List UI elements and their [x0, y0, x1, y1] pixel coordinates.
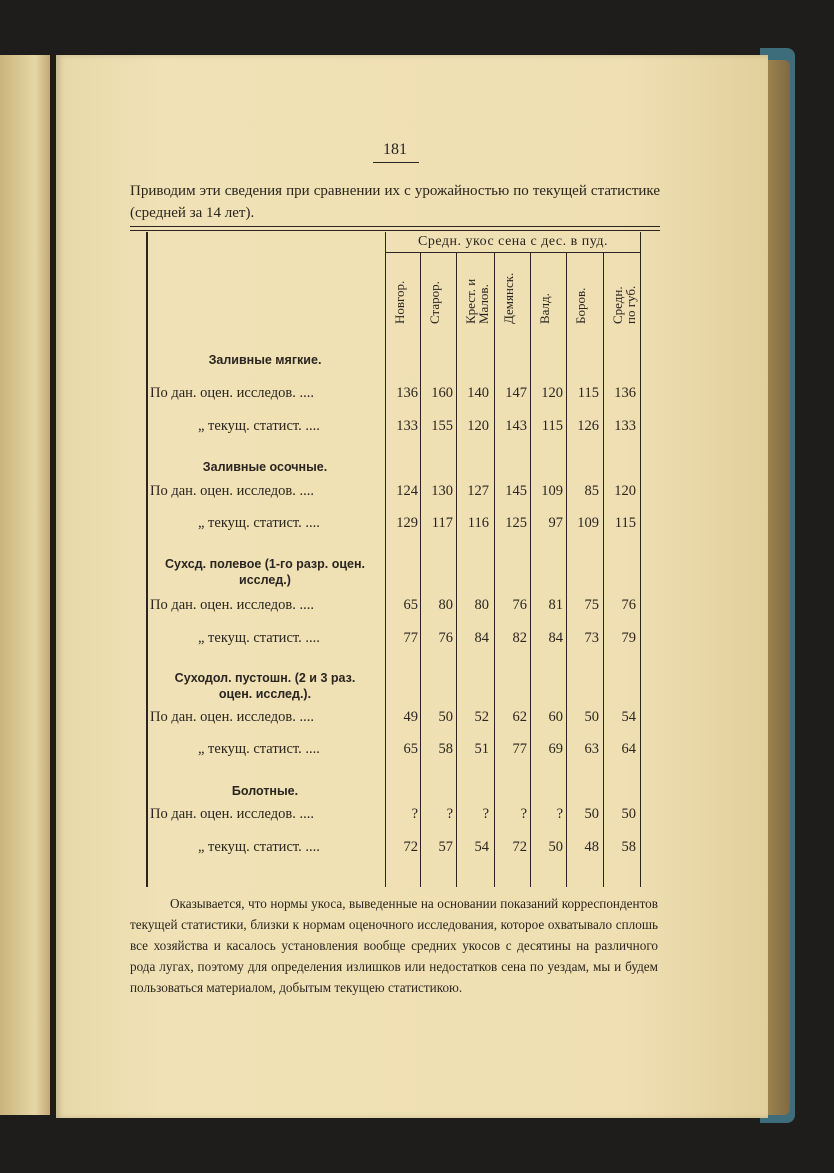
table-cell: 80 — [438, 597, 453, 613]
table-column-rule — [603, 252, 604, 887]
row-label: По дан. оцен. исследов. .... — [150, 385, 314, 401]
table-cell: 50 — [438, 709, 453, 725]
table-column-rule — [566, 252, 567, 887]
table-cell: 126 — [577, 418, 599, 434]
table-cell: 115 — [577, 385, 599, 401]
table-cell: 81 — [548, 597, 563, 613]
table-cell: 54 — [621, 709, 636, 725]
table-cell: 50 — [584, 709, 599, 725]
table-cell: ? — [520, 806, 527, 822]
table-cell: 120 — [541, 385, 563, 401]
table-cell: 76 — [438, 630, 453, 646]
table-cell: 124 — [396, 483, 418, 499]
column-header: Средн. по губ. — [610, 285, 638, 324]
table-cell: 120 — [614, 483, 636, 499]
table-group-header: Средн. укос сена с дес. в пуд. — [418, 234, 608, 249]
table-cell: 75 — [584, 597, 599, 613]
table-cell: 69 — [548, 741, 563, 757]
table-cell: 140 — [467, 385, 489, 401]
section-title: Заливные мягкие. — [208, 353, 322, 367]
table-cell: 160 — [431, 385, 453, 401]
table-left-border — [146, 232, 148, 887]
table-cell: ? — [482, 806, 489, 822]
column-header: Крест. и Малов. — [463, 278, 491, 324]
table-cell: 50 — [548, 839, 563, 855]
table-cell: 51 — [474, 741, 489, 757]
table-cell: 130 — [431, 483, 453, 499]
table-cell: 49 — [403, 709, 418, 725]
table-cell: 127 — [467, 483, 489, 499]
table-cell: 136 — [396, 385, 418, 401]
table-column-rule — [494, 252, 495, 887]
group-header-rule — [385, 252, 640, 253]
table-cell: 54 — [474, 839, 489, 855]
table-cell: 97 — [548, 515, 563, 531]
table-cell: 57 — [438, 839, 453, 855]
table-top-rule-double — [130, 230, 660, 231]
table-cell: 52 — [474, 709, 489, 725]
table-cell: 117 — [431, 515, 453, 531]
table-cell: 116 — [467, 515, 489, 531]
table-cell: 85 — [584, 483, 599, 499]
table-cell: 73 — [584, 630, 599, 646]
table-cell: 125 — [505, 515, 527, 531]
table-cell: 79 — [621, 630, 636, 646]
table-cell: 109 — [541, 483, 563, 499]
table-cell: 84 — [474, 630, 489, 646]
table-cell: 143 — [505, 418, 527, 434]
table-cell: 62 — [512, 709, 527, 725]
column-header: Старор. — [427, 281, 442, 324]
table-column-rule — [640, 232, 641, 887]
row-label: „ текущ. статист. .... — [198, 418, 320, 434]
table-cell: 58 — [438, 741, 453, 757]
table-cell: 109 — [577, 515, 599, 531]
section-title: Заливные осочные. — [202, 460, 328, 474]
table-cell: 80 — [474, 597, 489, 613]
table-cell: 84 — [548, 630, 563, 646]
table-cell: 129 — [396, 515, 418, 531]
table-cell: ? — [411, 806, 418, 822]
table-cell: 133 — [396, 418, 418, 434]
table-column-rule — [420, 252, 421, 887]
table-cell: 64 — [621, 741, 636, 757]
page-number: 181 — [383, 141, 407, 158]
table-column-rule — [385, 232, 386, 887]
table-cell: 82 — [512, 630, 527, 646]
table-cell: 133 — [614, 418, 636, 434]
row-label: По дан. оцен. исследов. .... — [150, 483, 314, 499]
table-cell: 50 — [621, 806, 636, 822]
table-cell: 63 — [584, 741, 599, 757]
row-label: „ текущ. статист. .... — [198, 839, 320, 855]
column-header: Боров. — [573, 287, 588, 324]
table-cell: ? — [556, 806, 563, 822]
row-label: По дан. оцен. исследов. .... — [150, 597, 314, 613]
section-title: Болотные. — [231, 784, 299, 798]
table-cell: 77 — [512, 741, 527, 757]
table-cell: 76 — [621, 597, 636, 613]
row-label: По дан. оцен. исследов. .... — [150, 709, 314, 725]
table-cell: 58 — [621, 839, 636, 855]
table-cell: 76 — [512, 597, 527, 613]
table-cell: 115 — [541, 418, 563, 434]
table-cell: 77 — [403, 630, 418, 646]
intro-paragraph: Приводим эти сведения при сравнении их с урожайностью по текущей статистике (средней за 14 лет). — [130, 183, 660, 221]
table-cell: 65 — [403, 597, 418, 613]
table-cell: 50 — [584, 806, 599, 822]
table-cell: ? — [446, 806, 453, 822]
row-label: „ текущ. статист. .... — [198, 515, 320, 531]
column-header: Демянск. — [501, 272, 516, 324]
closing-paragraph: Оказывается, что нормы укоса, выведенные на основании показаний корреспондентов текущей статистики, близки к нормам оценочного исследования, которое охватывало сплошь все хозяйства и касалось установления вообще средних укосов с десятины на различного рода лугах, поэтому для определения излишков или недостатков сена по уездам, мы и будем пользоваться материалом, добытым текущею статистикою. — [130, 896, 658, 995]
table-cell: 145 — [505, 483, 527, 499]
table-cell: 48 — [584, 839, 599, 855]
column-header: Валд. — [537, 293, 552, 324]
table-cell: 136 — [614, 385, 636, 401]
table-column-rule — [456, 252, 457, 887]
row-label: По дан. оцен. исследов. .... — [150, 806, 314, 822]
table-cell: 120 — [467, 418, 489, 434]
section-title: Суходол. пустошн. (2 и 3 раз. оцен. исслед.). — [174, 671, 356, 701]
table-cell: 60 — [548, 709, 563, 725]
table-cell: 155 — [431, 418, 453, 434]
table-cell: 147 — [505, 385, 527, 401]
section-title: Сухсд. полевое (1-го разр. оцен. исслед.) — [164, 557, 366, 587]
page-number-rule — [373, 162, 419, 163]
table-column-rule — [530, 252, 531, 887]
table-cell: 72 — [403, 839, 418, 855]
table-top-rule — [130, 226, 660, 227]
row-label: „ текущ. статист. .... — [198, 741, 320, 757]
table-cell: 115 — [614, 515, 636, 531]
previous-page-edge — [0, 55, 50, 1115]
column-header: Новгор. — [392, 280, 407, 324]
table-cell: 65 — [403, 741, 418, 757]
row-label: „ текущ. статист. .... — [198, 630, 320, 646]
table-cell: 72 — [512, 839, 527, 855]
